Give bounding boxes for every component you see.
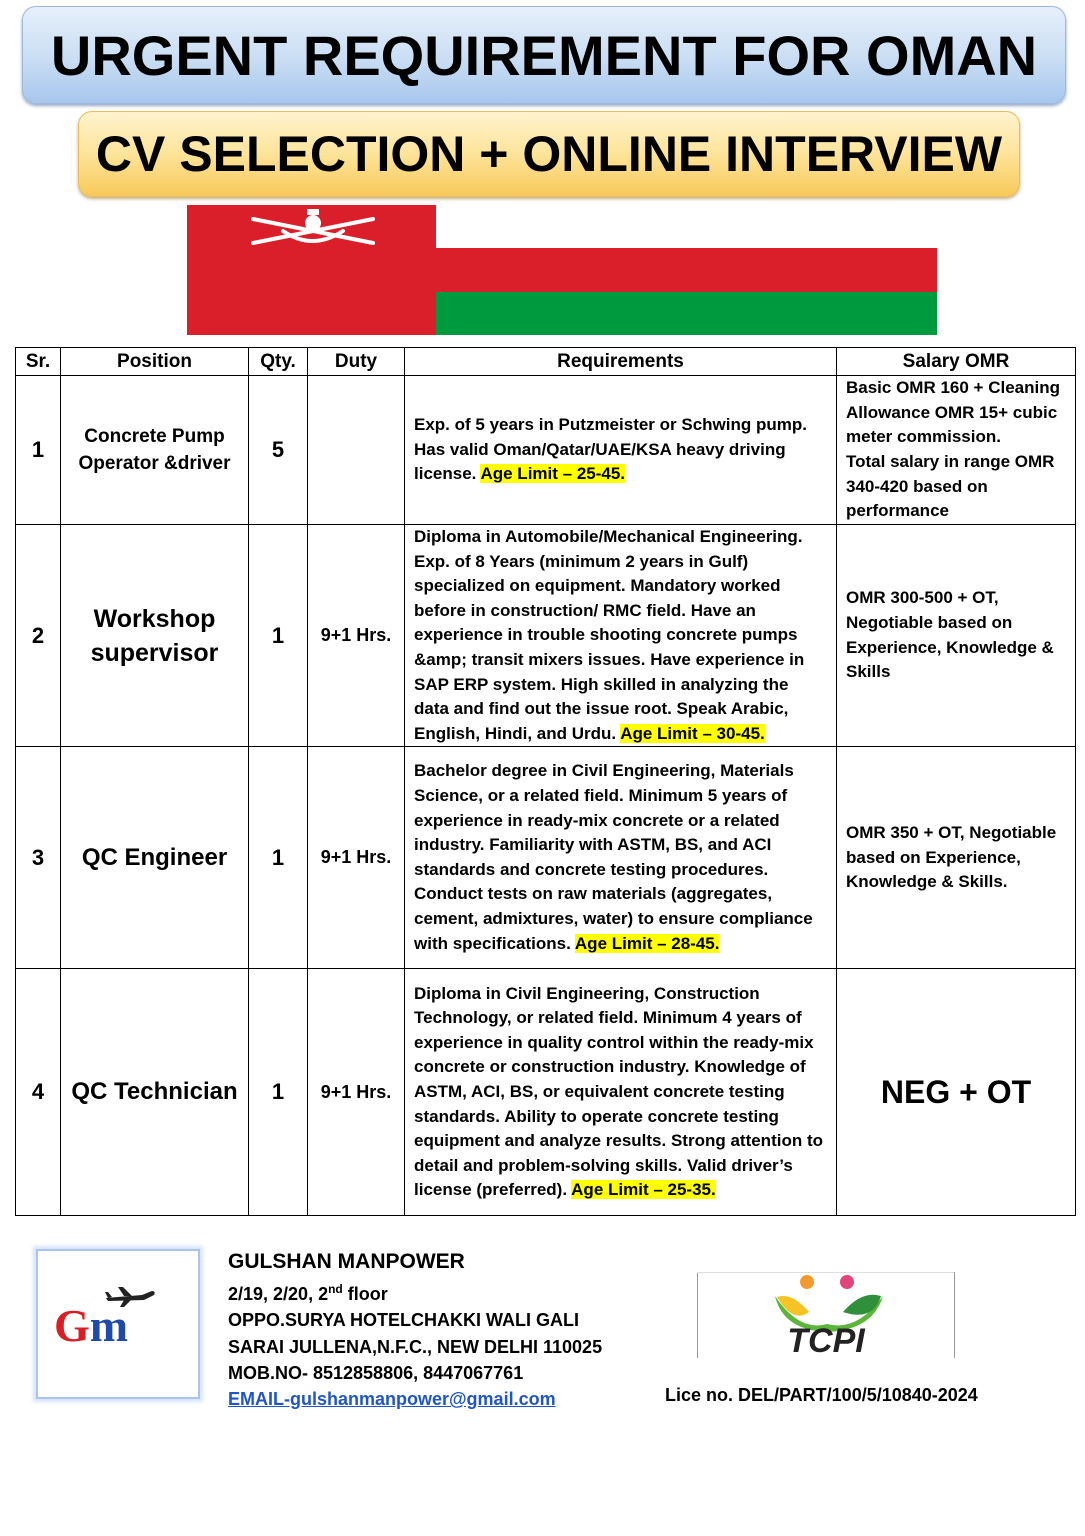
requirements-text: Exp. of 5 years in Putzmeister or Schwing pump. Has valid Oman/Qatar/UAE/KSA heavy driving license. — [414, 415, 807, 484]
gulshan-logo — [36, 1249, 200, 1399]
requirements-text: Bachelor degree in Civil Engineering, Materials Science, or a related field. Minimum 5 years of experience in ready-mix concrete or a related industry. Familiarity with ASTM, BS, and ACI standards and concrete testing procedures. Conduct tests on raw materials (aggregates, cement, admixtures, water) to ensure compliance with specifications. — [414, 761, 813, 953]
salary-cell: OMR 300-500 + OT, Negotiable based on Experience, Knowledge & Skills — [837, 525, 1076, 747]
serial-cell: 1 — [16, 376, 61, 525]
duty-cell — [308, 376, 405, 525]
position-label: QC Technician — [71, 1078, 238, 1106]
column-header: Salary OMR — [837, 348, 1076, 376]
column-header: Sr. — [16, 348, 61, 376]
requirements-text: Diploma in Automobile/Mechanical Engineering. Exp. of 8 Years (minimum 2 years in Gulf) specialized on equipment. Mandatory worked before in construction/ RMC field. Have an experience in trouble shooting concrete pumps &amp; transit mixers issues. Have experience in SAP ERP system. High skilled in analyzing the data and find out the issue root. Speak Arabic, English, Hindi, and Urdu. — [414, 527, 805, 743]
address-line-3: SARAI JULLENA,N.F.C., NEW DELHI 110025 — [228, 1336, 603, 1357]
table-header-row — [16, 348, 1076, 376]
quantity-cell: 1 — [249, 747, 308, 969]
column-header: Qty. — [249, 348, 308, 376]
age-limit-highlight: Age Limit – 25-45. — [480, 464, 626, 484]
page-subtitle: CV SELECTION + ONLINE INTERVIEW — [95, 126, 1003, 182]
gm-logo-text — [54, 1299, 128, 1352]
contact-block — [228, 1248, 602, 1412]
column-header: Position — [61, 348, 249, 376]
job-requirements-table — [15, 347, 1076, 1216]
position-cell — [61, 376, 249, 525]
email-link[interactable]: EMAIL-gulshanmanpower@gmail.com — [228, 1389, 556, 1410]
column-header: Requirements — [405, 348, 837, 376]
mobile-numbers: MOB.NO- 8512858806, 8447067761 — [228, 1362, 524, 1383]
table-row — [16, 525, 1076, 747]
serial-cell: 2 — [16, 525, 61, 747]
table-row — [16, 747, 1076, 969]
position-label: Workshop supervisor — [90, 604, 219, 667]
duty-cell: 9+1 Hrs. — [308, 969, 405, 1216]
requirements-cell — [405, 969, 837, 1216]
address-line-2: OPPO.SURYA HOTELCHAKKI WALI GALI — [228, 1310, 580, 1331]
position-label: QC Engineer — [81, 843, 228, 871]
position-cell — [61, 747, 249, 969]
salary-text: Basic OMR 160 + Cleaning Allowance OMR 15+ cubic meter commission. — [846, 378, 1060, 447]
salary-cell: OMR 350 + OT, Negotiable based on Experience, Knowledge & Skills. — [837, 747, 1076, 969]
position-label: Concrete Pump Operator &driver — [78, 426, 231, 474]
license-number: Lice no. DEL/PART/100/5/10840-2024 — [665, 1385, 978, 1405]
salary-range-text: Total salary in range OMR 340-420 based on performance — [846, 452, 1055, 521]
oman-flag — [187, 205, 937, 335]
position-cell — [61, 969, 249, 1216]
company-name: GULSHAN MANPOWER — [228, 1250, 465, 1273]
age-limit-highlight: Age Limit – 30-45. — [620, 723, 765, 743]
position-cell — [61, 525, 249, 747]
column-header: Duty — [308, 348, 405, 376]
logo-letter-m: m — [89, 1300, 129, 1351]
serial-cell: 4 — [16, 969, 61, 1216]
requirements-cell — [405, 747, 837, 969]
address-line-1: 2/19, 2/20, 2nd floor — [228, 1282, 388, 1304]
serial-cell: 3 — [16, 747, 61, 969]
tcpi-logo — [697, 1272, 955, 1358]
subtitle-banner — [78, 111, 1020, 197]
requirements-cell — [405, 525, 837, 747]
logo-letter-g: G — [54, 1300, 90, 1351]
salary-cell — [837, 376, 1076, 525]
title-banner — [22, 6, 1066, 104]
page-title: URGENT REQUIREMENT FOR OMAN — [50, 23, 1038, 87]
quantity-cell: 5 — [249, 376, 308, 525]
duty-cell: 9+1 Hrs. — [308, 747, 405, 969]
quantity-cell: 1 — [249, 969, 308, 1216]
table-row — [16, 969, 1076, 1216]
requirements-text: Diploma in Civil Engineering, Construction Technology, or related field. Minimum 4 years of experience in quality control within the ready-mix concrete or construction industry. Knowledge of ASTM, ACI, BS, or equivalent concrete testing standards. Ability to operate concrete testing equipment and analyze results. Strong attention to detail and problem-solving skills. Valid driver’s license (preferred). — [414, 983, 823, 1200]
requirements-cell — [405, 376, 837, 525]
quantity-cell: 1 — [249, 525, 308, 747]
salary-cell: NEG + OT — [837, 969, 1076, 1216]
age-limit-highlight: Age Limit – 28-45. — [574, 933, 720, 953]
tcpi-logo-text: TCPI — [787, 1322, 865, 1358]
table-row — [16, 376, 1076, 525]
age-limit-highlight: Age Limit – 25-35. — [571, 1180, 716, 1200]
duty-cell: 9+1 Hrs. — [308, 525, 405, 747]
